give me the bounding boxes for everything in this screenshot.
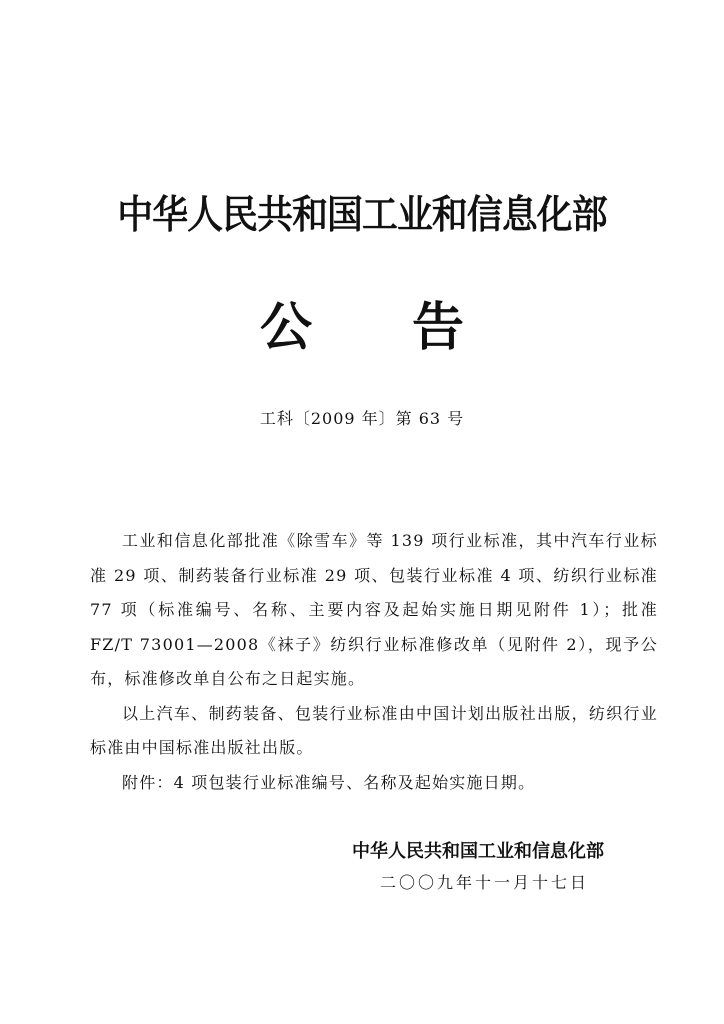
signature-block [352,836,672,898]
document-type-heading [0,296,724,360]
ministry-title: 中华人民共和国工业和信息化部 [117,192,607,238]
notice-body [90,524,658,800]
body-paragraph: 工业和信息化部批准《除雪车》等 139 项行业标准，其中汽车行业标准 29 项、制药装备行业标准 29 项、包装行业标准 4 项、纺织行业标准 77 项（标准编号、名称、主要内容及起始实施日期见附件 1）；批准 FZ/T 73001—2008《袜子》纺织行业标准修改单（见附件 2），现予公布，标准修改单自公布之日起实施。 [90,531,658,688]
body-paragraph: 附件：4 项包装行业标准编号、名称及起始实施日期。 [122,772,536,792]
signature-organization: 中华人民共和国工业和信息化部 [352,841,604,862]
doc-type-char-right: 告 [412,297,465,358]
doc-type-char-left: 公 [259,297,312,358]
body-paragraph: 以上汽车、制药装备、包装行业标准由中国计划出版社出版，纺织行业标准由中国标准出版社出版。 [90,703,658,757]
document-number: 工科〔2009 年〕第 63 号 [259,409,465,428]
signature-date: 二〇〇九年十一月十七日 [380,873,590,892]
